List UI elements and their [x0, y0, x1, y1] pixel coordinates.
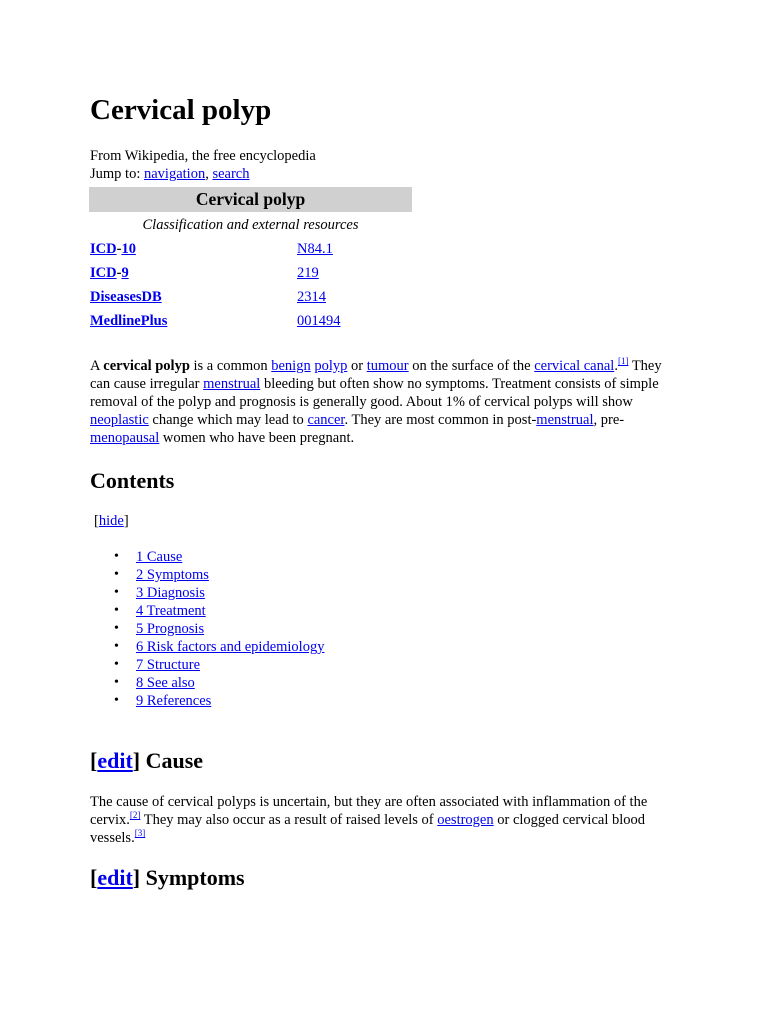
icd10-code-link[interactable]: N84.1	[297, 241, 333, 257]
text: A	[90, 358, 104, 374]
bracket: [	[90, 748, 98, 773]
infobox	[89, 187, 412, 333]
toc-item	[114, 656, 324, 674]
hide-toc-link[interactable]: hide	[98, 513, 124, 529]
icd-link[interactable]: ICD	[90, 241, 117, 257]
edit-symptoms-link[interactable]: edit	[97, 865, 133, 890]
text: or	[347, 358, 367, 374]
toc-link-structure[interactable]: 7 Structure	[136, 657, 201, 673]
icd-version-link[interactable]: 10	[121, 241, 136, 257]
text: change which may lead to	[148, 412, 308, 428]
infobox-row-medlineplus	[89, 309, 412, 333]
cause-heading	[90, 747, 203, 775]
bracket: ]	[132, 748, 141, 773]
toc-link-prognosis[interactable]: 5 Prognosis	[136, 621, 205, 637]
cancer-link[interactable]: cancer	[307, 412, 345, 428]
bracket: ]	[123, 513, 129, 529]
symptoms-heading	[90, 864, 245, 892]
text: bleeding but often show no symptoms. Treatment consists of simple removal of the polyp and prognosis is generally good. About 1% of cervical polyps will show	[90, 376, 659, 410]
infobox-row-icd9	[89, 261, 412, 285]
infobox-row-diseasesdb	[89, 285, 412, 309]
toc-item	[114, 638, 324, 656]
text: The cause of cervical polyps is uncertain, but they are often associated with inflammation of the cervix.	[90, 794, 648, 828]
text: or clogged cervical blood vessels.	[90, 812, 646, 846]
toc-link-risk-factors[interactable]: 6 Risk factors and epidemiology	[136, 639, 325, 655]
jump-prefix: Jump to:	[90, 166, 144, 182]
menopausal-link[interactable]: menopausal	[90, 430, 160, 446]
section-title: Cause	[140, 748, 204, 773]
toc-item	[114, 566, 324, 584]
infobox-key	[90, 285, 162, 309]
toc-link-references[interactable]: 9 References	[136, 693, 212, 709]
text: on the surface of the	[408, 358, 535, 374]
reference-link[interactable]: [3]	[134, 828, 146, 839]
medlineplus-code-link[interactable]: 001494	[297, 313, 341, 329]
jump-to-links	[90, 165, 249, 183]
key-dash: -	[116, 265, 122, 281]
cause-paragraph	[90, 793, 680, 847]
tumour-link[interactable]: tumour	[366, 358, 409, 374]
toc-link-see-also[interactable]: 8 See also	[136, 675, 195, 691]
jump-separator: ,	[205, 166, 213, 182]
infobox-title: Cervical polyp	[89, 187, 412, 212]
section-title: Symptoms	[140, 865, 245, 890]
contents-heading: Contents	[90, 468, 175, 493]
navigation-link[interactable]: navigation	[143, 166, 206, 182]
infobox-row-icd10	[89, 237, 412, 261]
toc-item	[114, 602, 324, 620]
key-dash: -	[116, 241, 122, 257]
benign-link[interactable]: benign	[271, 358, 311, 374]
menstrual-link[interactable]: menstrual	[203, 376, 261, 392]
infobox-key	[90, 237, 136, 261]
toc-item	[114, 674, 324, 692]
toc-link-cause[interactable]: 1 Cause	[136, 549, 183, 565]
reference-link[interactable]: [2]	[129, 810, 141, 821]
text: . They are most common in post-	[344, 412, 537, 428]
icd9-code-link[interactable]: 219	[297, 265, 319, 281]
toc-item	[114, 692, 324, 710]
bracket: ]	[132, 865, 141, 890]
toc-link-diagnosis[interactable]: 3 Diagnosis	[136, 585, 205, 601]
infobox-key	[90, 261, 129, 285]
text: , pre-	[593, 412, 625, 428]
icd-version-link[interactable]: 9	[121, 265, 129, 281]
diseasesdb-link[interactable]: DiseasesDB	[90, 289, 162, 305]
search-link[interactable]: search	[212, 166, 250, 182]
bold-term: cervical polyp	[103, 358, 190, 374]
intro-paragraph	[90, 357, 680, 447]
infobox-key	[90, 309, 167, 333]
diseasesdb-code-link[interactable]: 2314	[297, 289, 326, 305]
table-of-contents	[114, 548, 324, 710]
toc-toggle	[94, 512, 129, 530]
text: women who have been pregnant.	[159, 430, 355, 446]
text: They can cause irregular	[90, 358, 662, 392]
infobox-subtitle: Classification and external resources	[142, 217, 359, 233]
reference-link[interactable]: [1]	[617, 356, 629, 367]
medlineplus-link[interactable]: MedlinePlus	[90, 313, 168, 329]
oestrogen-link[interactable]: oestrogen	[437, 812, 494, 828]
edit-cause-link[interactable]: edit	[97, 748, 133, 773]
bracket: [	[90, 865, 98, 890]
polyp-link[interactable]: polyp	[314, 358, 348, 374]
text: .	[614, 358, 618, 374]
icd-link[interactable]: ICD	[90, 265, 117, 281]
toc-link-symptoms[interactable]: 2 Symptoms	[136, 567, 209, 583]
neoplastic-link[interactable]: neoplastic	[90, 412, 149, 428]
page-title: Cervical polyp	[90, 94, 272, 126]
text: is a common	[189, 358, 272, 374]
toc-link-treatment[interactable]: 4 Treatment	[136, 603, 206, 619]
cervical-canal-link[interactable]: cervical canal	[534, 358, 615, 374]
toc-item	[114, 584, 324, 602]
bracket: [	[94, 513, 99, 529]
toc-item	[114, 548, 324, 566]
menstrual-link[interactable]: menstrual	[536, 412, 594, 428]
tagline: From Wikipedia, the free encyclopedia	[90, 148, 316, 164]
text: They may also occur as a result of raised levels of	[140, 812, 438, 828]
toc-item	[114, 620, 324, 638]
